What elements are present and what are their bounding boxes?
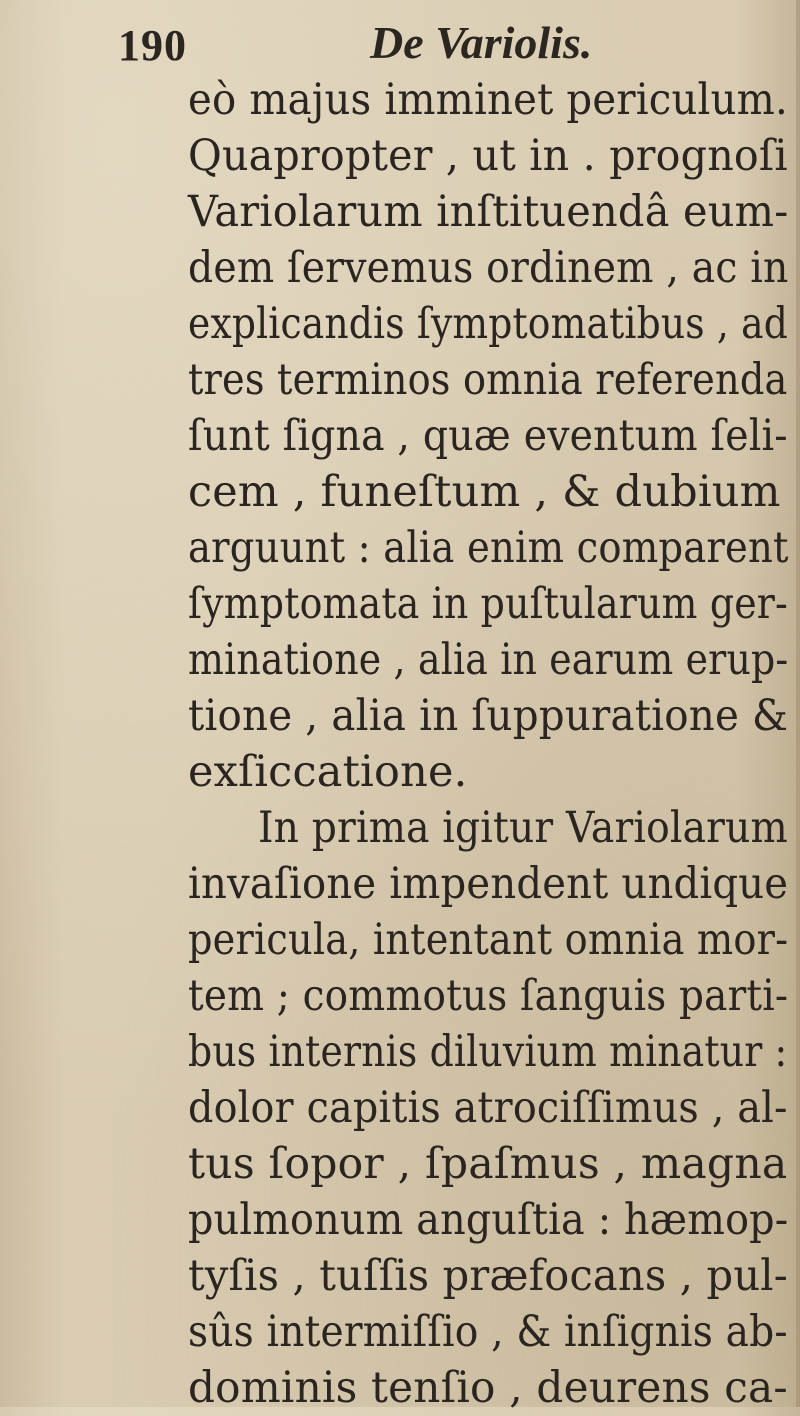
text-line: ſunt ſigna , quæ eventum ſeli- <box>188 411 788 461</box>
text-line: cem , funeſtum , & dubium <box>188 467 781 517</box>
running-head-title: De Variolis. <box>370 17 593 68</box>
text-line: tem ; commotus ſanguis parti- <box>188 971 789 1021</box>
text-line: tus ſopor , ſpaſmus , magna <box>188 1139 788 1189</box>
text-line: arguunt : alia enim comparent <box>188 523 789 573</box>
text-line: exſiccatione. <box>188 747 468 797</box>
text-line: bus internis diluvium minatur : <box>188 1027 788 1077</box>
text-line: invaſione impendent undique <box>188 859 789 909</box>
text-line: Variolarum inſtituendâ eum- <box>188 187 789 237</box>
text-line: pericula, intentant omnia mor- <box>188 915 789 965</box>
running-head <box>118 14 678 68</box>
text-line: tyſis , tuſſis præfocans , pul- <box>188 1251 788 1301</box>
page-number: 190 <box>118 21 187 70</box>
text-line: dolor capitis atrociſſimus , al- <box>188 1083 788 1133</box>
text-line: dem ſervemus ordinem , ac in <box>188 243 789 293</box>
text-line: tione , alia in ſuppuratione & <box>188 691 789 741</box>
paragraph-start-line: In prima igitur Variolarum <box>258 803 788 853</box>
text-line: sûs intermiſſio , & inſignis ab- <box>188 1307 788 1357</box>
text-line: eò majus imminet periculum. <box>188 75 788 125</box>
text-line: ſymptomata in puſtularum ger- <box>188 579 789 629</box>
text-line: Quapropter , ut in . prognoſi <box>188 131 788 181</box>
page-edge-shadow <box>796 0 800 1407</box>
text-line: minatione , alia in earum erup- <box>188 635 789 685</box>
text-line: tres terminos omnia referenda <box>188 355 788 405</box>
text-line: dominis tenſio , deurens ca- <box>188 1363 788 1413</box>
text-line: pulmonum anguſtia : hæmop- <box>188 1195 789 1245</box>
text-line: explicandis ſymptomatibus , ad <box>188 299 789 349</box>
